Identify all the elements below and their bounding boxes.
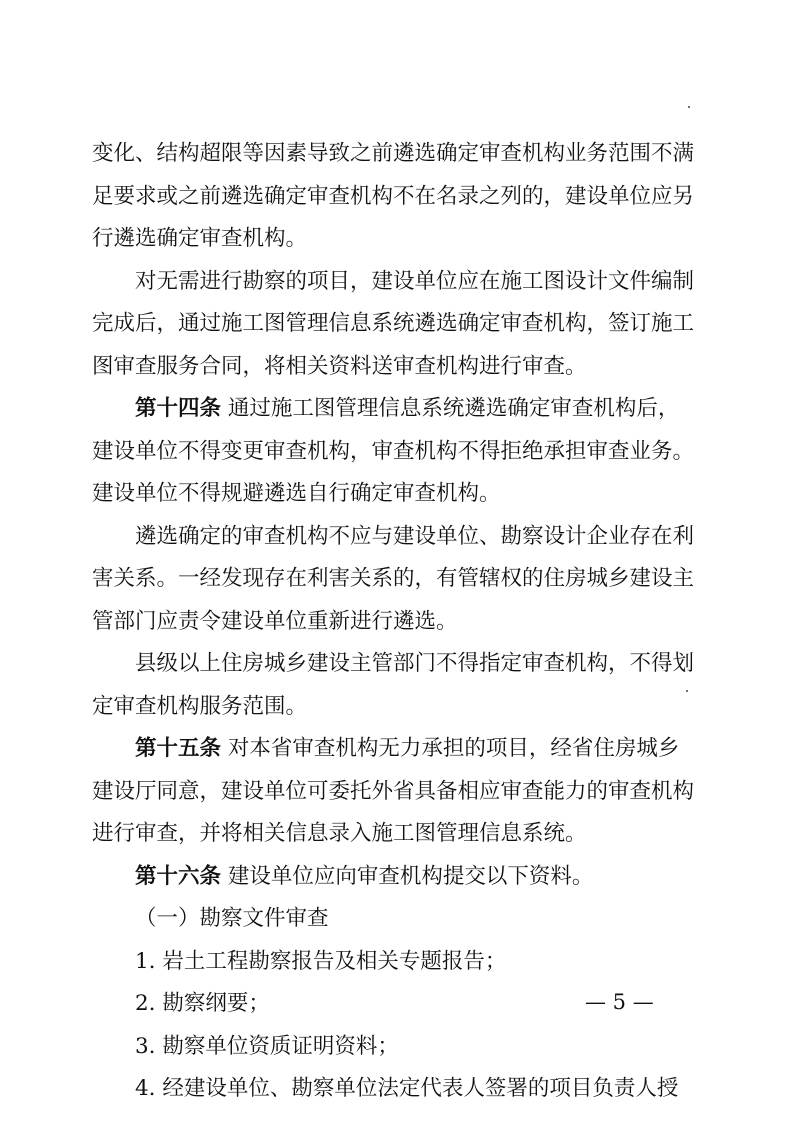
line-text: 行遴选确定审查机构。 <box>92 226 308 251</box>
text-line <box>92 303 695 346</box>
line-text: （一）勘察文件审查 <box>135 906 329 931</box>
line-text: 完成后，通过施工图管理信息系统遴选确定审查机构，签订施工 <box>92 311 695 336</box>
text-line <box>92 558 695 601</box>
text-line <box>92 643 695 686</box>
text-line <box>92 261 695 304</box>
document-body <box>92 133 695 1111</box>
line-text: 县级以上住房城乡建设主管部门不得指定审查机构，不得划 <box>135 651 695 676</box>
text-line <box>92 516 695 559</box>
line-text: 害关系。一经发现存在利害关系的，有管辖权的住房城乡建设主 <box>92 566 695 591</box>
line-text: 3. 勘察单位资质证明资料； <box>135 1033 399 1059</box>
text-line <box>92 473 682 516</box>
article-heading: 第十五条 <box>135 736 222 761</box>
line-text: 对本省审查机构无力承担的项目，经省住房城乡 <box>221 736 680 761</box>
scan-speck <box>686 690 688 692</box>
text-line <box>92 601 682 644</box>
page-number: — 5 — <box>585 990 654 1014</box>
list-item <box>92 1068 682 1111</box>
line-text: 1. 岩土工程勘察报告及相关专题报告； <box>135 948 507 974</box>
line-text: 进行审查，并将相关信息录入施工图管理信息系统。 <box>92 821 587 846</box>
line-text: 对无需进行勘察的项目，建设单位应在施工图设计文件编制 <box>135 268 695 294</box>
text-line <box>92 813 682 856</box>
line-text: 4. 经建设单位、勘察单位法定代表人签署的项目负责人授 <box>135 1076 679 1101</box>
line-text: 通过施工图管理信息系统遴选确定审查机构后， <box>221 396 680 421</box>
article-heading: 第十四条 <box>135 396 222 421</box>
line-text: 遴选确定的审查机构不应与建设单位、勘察设计企业存在利 <box>135 523 695 549</box>
text-line <box>92 176 695 219</box>
line-text: 建设单位不得变更审查机构，审查机构不得拒绝承担审查业务。 <box>92 438 695 464</box>
line-text: 2. 勘察纲要； <box>135 991 270 1016</box>
line-text: 建设单位不得规避遴选自行确定审查机构。 <box>92 481 501 506</box>
article-heading: 第十六条 <box>135 863 222 889</box>
line-text: 管部门应责令建设单位重新进行遴选。 <box>92 608 458 634</box>
line-text: 足要求或之前遴选确定审查机构不在名录之列的，建设单位应另 <box>92 183 695 209</box>
text-line <box>92 771 695 814</box>
article-16-line <box>92 856 682 899</box>
text-line <box>92 218 682 261</box>
list-item <box>92 1026 682 1069</box>
line-text: 变化、结构超限等因素导致之前遴选确定审查机构业务范围不满 <box>92 141 695 166</box>
text-line <box>92 346 682 389</box>
text-line <box>92 686 682 729</box>
scan-speck <box>688 106 690 108</box>
article-14-line <box>92 388 682 431</box>
line-text: 图审查服务合同，将相关资料送审查机构进行审查。 <box>92 353 587 379</box>
text-line <box>92 133 695 176</box>
line-text: 建设单位应向审查机构提交以下资料。 <box>221 863 594 889</box>
text-line <box>92 431 695 474</box>
line-text: 定审查机构服务范围。 <box>92 693 308 719</box>
list-item <box>92 941 682 984</box>
article-15-line <box>92 728 682 771</box>
section-heading <box>92 898 682 941</box>
line-text: 建设厅同意，建设单位可委托外省具备相应审查能力的审查机构 <box>92 778 695 804</box>
